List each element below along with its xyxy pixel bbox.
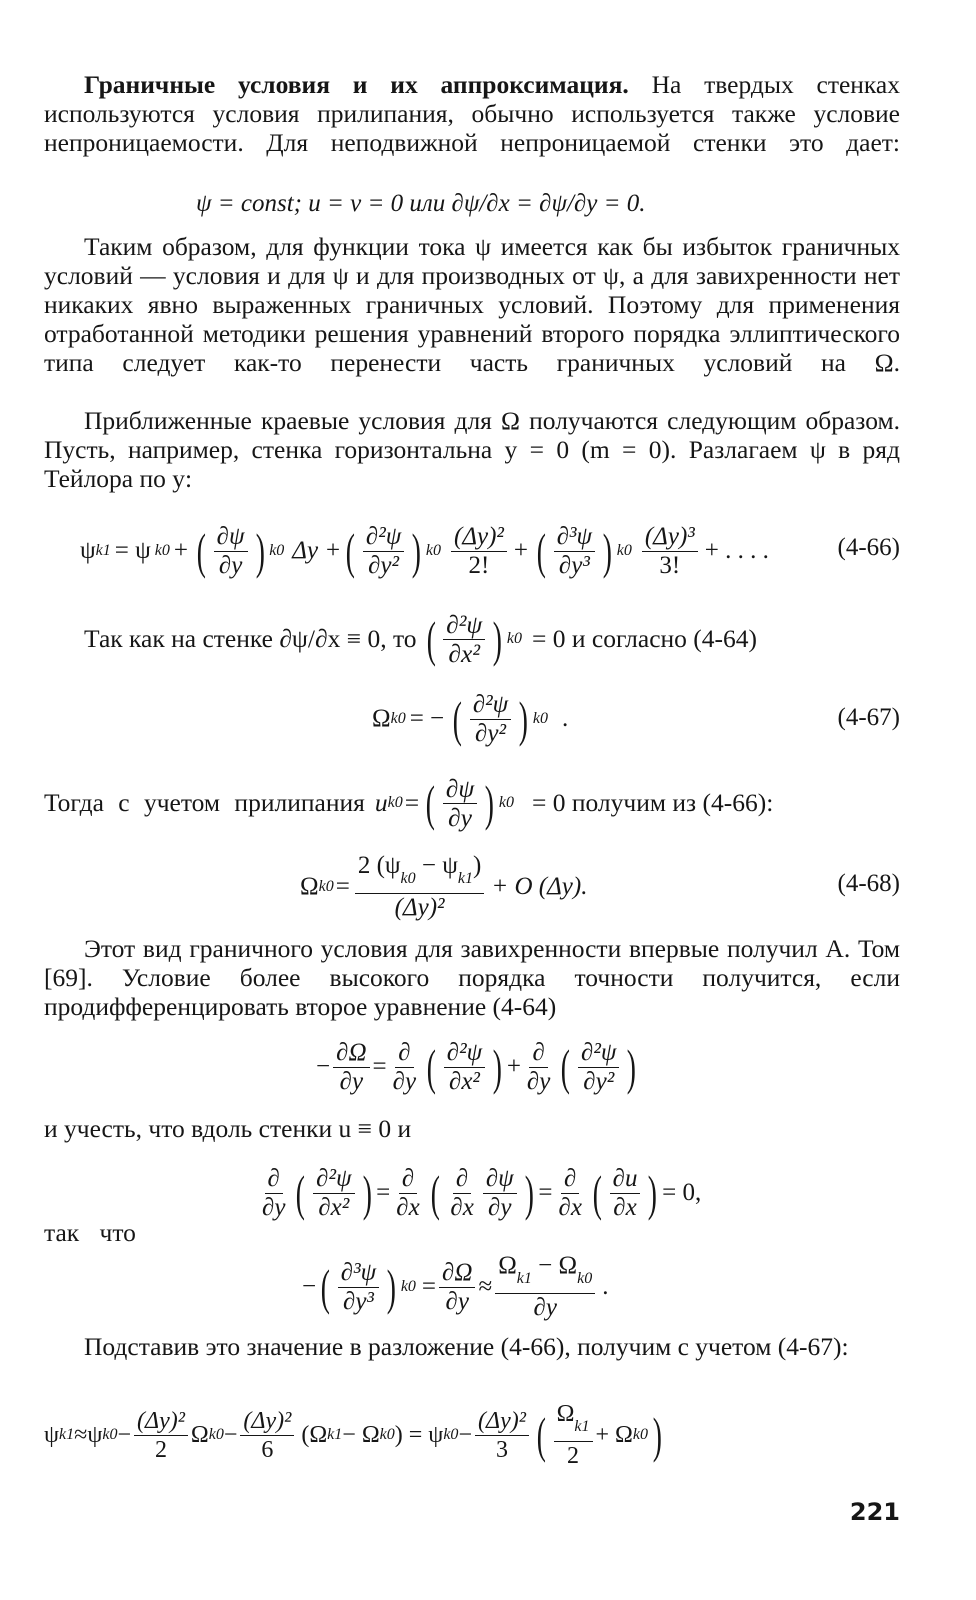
equation-number-4-68: (4-68) (837, 870, 900, 897)
plus-sign: + (173, 537, 188, 564)
subscript: k1 (59, 1426, 75, 1443)
num-part: ) (473, 852, 482, 879)
denominator: ∂y² (368, 551, 400, 579)
delta-y-term: Δy + (292, 537, 342, 564)
subscript: k0 (318, 878, 334, 895)
left-paren: ( (425, 775, 436, 831)
numerator (495, 1252, 595, 1294)
ellipsis: + . . . . (704, 537, 769, 564)
subscript: k0 (616, 542, 632, 559)
wall-tail-text: = 0 и согласно (4-64) (532, 624, 758, 653)
big-o-term: + O (Δy). (491, 873, 588, 900)
wall-text: Так как на стенке ∂ψ/∂x ≡ 0, то (84, 624, 417, 653)
numerator: ∂³ψ (554, 523, 595, 552)
right-paren: ) (648, 1165, 658, 1221)
denominator: ∂x² (448, 638, 480, 668)
equation-number-4-67: (4-67) (837, 704, 900, 731)
numerator: (Δy)² (240, 1407, 294, 1436)
subscript: k0 (208, 1426, 224, 1443)
num-part: 2 (ψ (357, 852, 401, 879)
fraction (313, 1165, 354, 1222)
wall-condition-line (84, 604, 757, 674)
left-paren: ( (196, 523, 206, 579)
fraction (338, 1259, 379, 1316)
boundary-condition-formula (196, 186, 646, 222)
formula-final (44, 1400, 667, 1470)
denominator: ∂y³ (558, 551, 590, 579)
equals: = (538, 1179, 553, 1206)
fraction (134, 1407, 188, 1464)
subscript: k0 (506, 630, 523, 647)
equals-psi: = ψ (114, 537, 151, 564)
equals: = (376, 1179, 391, 1206)
paragraph-substitute: Подставив это значение в разложение (4-66), получим с учетом (4-67): (84, 1332, 849, 1361)
fraction (495, 1252, 595, 1322)
no-slip-line (44, 768, 900, 838)
num-part: − ψ (421, 852, 458, 879)
paragraph-approx-conditions: Приближенные краевые условия для Ω получаются следующим образом. Пусть, например, стенка горизонтальна y = 0 (m = 0). Разлагаем ψ в ряд Тейлора по y: (44, 406, 900, 493)
equals-minus: = − (409, 705, 445, 732)
omega-open: (Ω (301, 1421, 328, 1448)
numerator: ∂²ψ (363, 523, 404, 552)
left-paren: ( (536, 523, 546, 579)
intro-paragraph (44, 70, 900, 157)
denominator: ∂x² (448, 1067, 480, 1095)
period: . (602, 1273, 609, 1300)
numerator: ∂ψ (214, 523, 248, 552)
intro-text: На твердых стенках используются условия прилипания, обычно используется также условие непроницаемости. Для неподвижной непроницаемой стенки это дает: (44, 70, 901, 157)
omega-symbol: Ω (556, 1401, 575, 1427)
right-paren: ) (627, 1039, 637, 1095)
subscript: k1 (574, 1418, 590, 1435)
fraction (554, 523, 595, 580)
subscript: k0 (379, 1426, 395, 1443)
subscript: k1 (327, 1426, 343, 1443)
numerator: ∂²ψ (470, 691, 511, 720)
formula-4-67 (372, 684, 568, 754)
fraction (443, 775, 477, 832)
fraction (554, 1400, 593, 1470)
left-paren: ( (430, 1165, 440, 1221)
denominator: ∂y (339, 1067, 364, 1095)
numerator (554, 1400, 593, 1442)
numerator: ∂²ψ (313, 1165, 354, 1194)
numerator: ∂ (453, 1165, 471, 1194)
numerator: ∂³ψ (338, 1259, 379, 1288)
fraction (439, 1259, 475, 1316)
fraction (483, 1165, 517, 1222)
minus-sign: − (223, 1421, 238, 1448)
right-paren: ) (411, 523, 422, 579)
fraction (447, 1165, 476, 1222)
denominator: 3! (659, 551, 681, 579)
equals: = (404, 788, 420, 817)
denominator: (Δy)² (394, 894, 445, 921)
subscript: k0 (400, 1278, 416, 1295)
equation-number-4-66: (4-66) (837, 534, 900, 561)
omega-symbol: Ω (190, 1421, 209, 1448)
subscript: k0 (269, 542, 285, 559)
page-number: 221 (849, 1498, 900, 1526)
fraction (240, 1407, 294, 1464)
numerator: ∂ (265, 1165, 283, 1194)
then-tail-text: = 0 получим из (4-66): (531, 788, 774, 817)
fraction (363, 523, 404, 580)
paragraph-thom: Этот вид граничного условия для завихренности впервые получил А. Том [69]. Условие более высокого порядка точности получится, если продифференцировать второе уравнение (4-64) (44, 934, 900, 1021)
numerator: ∂ (399, 1165, 417, 1194)
fraction (444, 1039, 485, 1096)
omega-plus: + Ω (595, 1421, 633, 1448)
omega-part: − Ω (538, 1252, 578, 1279)
denominator: 2 (154, 1436, 167, 1463)
numerator: ∂Ω (333, 1039, 369, 1068)
numerator: ∂Ω (439, 1259, 475, 1288)
numerator: (Δy)² (451, 523, 507, 552)
formula-omega-derivative (316, 1032, 641, 1102)
subscript: k0 (532, 710, 548, 727)
right-paren: ) (362, 1165, 372, 1221)
numerator: (Δy)² (475, 1407, 529, 1436)
denominator: ∂y³ (342, 1287, 374, 1315)
subscript: k0 (498, 794, 514, 811)
minus-sign: − (302, 1273, 317, 1300)
right-paren: ) (255, 523, 265, 579)
denominator: 3 (495, 1436, 508, 1463)
numerator: (Δy)² (134, 1407, 188, 1436)
denominator: ∂y (526, 1067, 551, 1095)
left-paren: ( (345, 523, 356, 579)
denominator: 2! (468, 551, 490, 579)
left-paren: ( (426, 1039, 437, 1095)
fraction (524, 1039, 553, 1096)
denominator: ∂x (613, 1193, 637, 1221)
subscript: k0 (390, 710, 406, 727)
equals-zero: = 0, (662, 1179, 702, 1206)
right-paren: ) (484, 775, 495, 831)
so-line: так что (44, 1218, 136, 1247)
left-paren: ( (592, 1165, 602, 1221)
right-paren: ) (386, 1259, 397, 1315)
denominator: ∂x (396, 1193, 420, 1221)
denominator: ∂x (450, 1193, 474, 1221)
account-line: и учесть, что вдоль стенки u ≡ 0 и (44, 1114, 412, 1143)
fraction (451, 523, 507, 580)
left-paren: ( (536, 1407, 546, 1463)
numerator: (Δy)³ (642, 523, 698, 552)
omega-symbol: Ω (372, 705, 391, 732)
right-paren: ) (493, 611, 503, 667)
omega-minus: − Ω (342, 1421, 380, 1448)
minus-sign: − (458, 1421, 472, 1448)
fraction (642, 523, 698, 580)
fraction (259, 1165, 288, 1222)
left-paren: ( (320, 1259, 331, 1315)
psi-symbol: ψ (80, 537, 96, 564)
subscript: k0 (154, 542, 170, 559)
subscript: k1 (457, 870, 474, 887)
subscript: k0 (102, 1426, 118, 1443)
numerator: ∂ (529, 1039, 547, 1068)
fraction (555, 1165, 584, 1222)
right-paren: ) (492, 1039, 503, 1095)
subscript: k0 (577, 1270, 593, 1287)
omega-symbol: Ω (300, 873, 319, 900)
right-paren: ) (524, 1165, 534, 1221)
omega-part: Ω (498, 1252, 517, 1279)
denominator: ∂x² (318, 1193, 350, 1221)
fraction (214, 523, 248, 580)
fraction (443, 611, 485, 668)
approx-sign: ≈ (74, 1421, 88, 1448)
fraction (470, 691, 511, 748)
denominator: ∂y² (583, 1067, 615, 1095)
fraction (393, 1165, 422, 1222)
subscript: k0 (632, 1426, 648, 1443)
plus-sign: + (506, 1053, 521, 1080)
fraction (390, 1039, 419, 1096)
numerator (355, 852, 485, 894)
denominator: 6 (261, 1436, 274, 1463)
numerator: ∂ (395, 1039, 413, 1068)
denominator: ∂y (218, 551, 243, 579)
minus-sign: − (316, 1053, 331, 1080)
subscript: k0 (443, 1426, 459, 1443)
equals-psi: ) = ψ (394, 1421, 444, 1448)
numerator: ∂ψ (443, 775, 477, 804)
right-paren: ) (652, 1407, 662, 1463)
psi-symbol: ψ (44, 1421, 60, 1448)
section-title: Граничные условия и их аппроксимация. (84, 70, 629, 99)
plus-sign: + (513, 537, 529, 564)
left-paren: ( (452, 691, 463, 747)
left-paren: ( (426, 611, 436, 667)
numerator: ∂²ψ (443, 611, 485, 640)
left-paren: ( (561, 1039, 571, 1095)
psi-symbol: ψ (87, 1421, 103, 1448)
fraction (610, 1165, 641, 1222)
left-paren: ( (296, 1165, 306, 1221)
denominator: 2 (567, 1443, 580, 1469)
fraction (355, 852, 485, 922)
subscript: k1 (95, 542, 111, 559)
minus-sign: − (117, 1421, 131, 1448)
formula-4-66 (80, 518, 769, 584)
subscript: k0 (400, 870, 416, 887)
numerator: ∂u (610, 1165, 641, 1194)
denominator: ∂y (488, 1193, 512, 1221)
then-text: Тогда с учетом прилипания (44, 788, 365, 817)
equals: = (421, 1273, 437, 1300)
fraction (475, 1407, 529, 1464)
fraction (333, 1039, 369, 1096)
formula-third-derivative (302, 1252, 608, 1322)
right-paren: ) (518, 691, 529, 747)
denominator: ∂y (392, 1067, 417, 1095)
subscript: k0 (387, 794, 403, 811)
numerator: ∂²ψ (578, 1039, 619, 1068)
numerator: ∂²ψ (444, 1039, 485, 1068)
numerator: ∂ψ (483, 1165, 517, 1194)
denominator: ∂y (448, 802, 472, 832)
period: . (561, 705, 569, 732)
denominator: ∂y² (475, 719, 506, 747)
formula-mixed-derivative (256, 1158, 701, 1228)
paragraph-excess-conditions: Таким образом, для функции тока ψ имеется как бы избыток граничных условий — условия и для ψ и для производных от ψ, а для завихренности нет никаких явно выраженных граничных условий. Поэтому для применения отработанной методики решения уравнений второго порядка эллиптического типа следует как-то перенести часть граничных условий на Ω. (44, 232, 900, 377)
u-symbol: u (374, 788, 388, 817)
boundary-condition-text: ψ = const; u = v = 0 или ∂ψ/∂x = ∂ψ/∂y = 0. (196, 190, 646, 217)
denominator: ∂y (533, 1294, 557, 1321)
fraction (578, 1039, 619, 1096)
denominator: ∂x (558, 1193, 582, 1221)
right-paren: ) (602, 523, 612, 579)
subscript: k1 (516, 1270, 532, 1287)
subscript: k0 (425, 542, 441, 559)
approx-sign: ≈ (478, 1273, 493, 1300)
formula-4-68 (300, 854, 587, 920)
equals: = (372, 1053, 387, 1080)
equals: = (335, 873, 350, 900)
numerator: ∂ (561, 1165, 579, 1194)
denominator: ∂y (445, 1287, 469, 1315)
denominator: ∂y (262, 1193, 286, 1221)
